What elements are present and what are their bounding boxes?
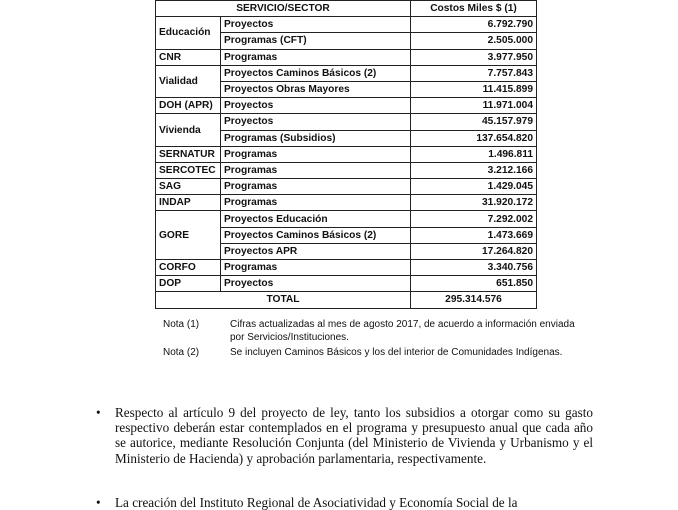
item-cell: Programas (CFT) <box>221 33 411 49</box>
item-cell: Proyectos <box>221 17 411 33</box>
table-row <box>156 49 537 65</box>
cost-cell: 3.340.756 <box>411 260 537 276</box>
cost-cell: 137.654.820 <box>411 130 537 146</box>
sector-cell: SERCOTEC <box>156 162 221 178</box>
item-cell: Programas <box>221 146 411 162</box>
note-1 <box>163 318 603 346</box>
item-cell: Proyectos <box>221 114 411 130</box>
cost-cell: 651.850 <box>411 276 537 292</box>
table-row <box>156 146 537 162</box>
cost-cell: 11.971.004 <box>411 98 537 114</box>
header-cost: Costos Miles $ (1) <box>411 1 537 17</box>
item-cell: Programas (Subsidios) <box>221 130 411 146</box>
table-row <box>156 17 537 33</box>
table-row <box>156 211 537 227</box>
table-row <box>156 260 537 276</box>
sector-cell: Vivienda <box>156 114 221 146</box>
table-body <box>156 17 537 308</box>
table-header-row <box>156 1 537 17</box>
table-row <box>156 276 537 292</box>
item-cell: Proyectos Caminos Básicos (2) <box>221 227 411 243</box>
sector-cell: DOH (APR) <box>156 98 221 114</box>
sector-cell: CORFO <box>156 260 221 276</box>
sector-cell: SERNATUR <box>156 146 221 162</box>
table-row <box>156 98 537 114</box>
cost-cell: 1.473.669 <box>411 227 537 243</box>
cost-cell: 6.792.790 <box>411 17 537 33</box>
sector-cell: SAG <box>156 179 221 195</box>
cost-cell: 1.496.811 <box>411 146 537 162</box>
sector-cell: CNR <box>156 49 221 65</box>
item-cell: Proyectos Caminos Básicos (2) <box>221 65 411 81</box>
total-label: TOTAL <box>156 292 411 308</box>
note-text: Cifras actualizadas al mes de agosto 2017, de acuerdo a información enviada por Servicios/Instituciones. <box>230 319 575 343</box>
total-value: 295.314.576 <box>411 292 537 308</box>
bullet-list <box>96 405 596 509</box>
cost-cell: 1.429.045 <box>411 179 537 195</box>
bullet-icon: • <box>96 495 101 510</box>
item-cell: Proyectos <box>221 98 411 114</box>
bullet-text: La creación del Instituto Regional de Asociatividad y Economía Social de la <box>115 495 518 510</box>
cost-cell: 31.920.172 <box>411 195 537 211</box>
note-label: Nota (1) <box>163 319 200 330</box>
costs-table <box>155 0 537 309</box>
cost-cell: 7.757.843 <box>411 65 537 81</box>
sector-cell: INDAP <box>156 195 221 211</box>
bullet-icon: • <box>96 405 101 420</box>
item-cell: Proyectos <box>221 276 411 292</box>
table-row <box>156 65 537 81</box>
cost-cell: 17.264.820 <box>411 243 537 259</box>
cost-cell: 45.157.979 <box>411 114 537 130</box>
cost-cell: 7.292.002 <box>411 211 537 227</box>
total-row <box>156 292 537 308</box>
table-row <box>156 162 537 178</box>
item-cell: Proyectos APR <box>221 243 411 259</box>
cost-cell: 11.415.899 <box>411 81 537 97</box>
note-2 <box>163 346 603 374</box>
item-cell: Programas <box>221 179 411 195</box>
bullet-text: Respecto al artículo 9 del proyecto de ley, tanto los subsidios a otorgar como su gasto respectivo deberán estar contemplados en el programa y presupuesto anual que cada año se autorice, mediante Resolución Conjunta (del Ministerio de Vivienda y Urbanismo y el Ministerio de Hacienda) y aprobación parlamentaria, respectivamente. <box>115 405 593 466</box>
sector-cell: Educación <box>156 17 221 49</box>
item-cell: Programas <box>221 195 411 211</box>
sector-cell: DOP <box>156 276 221 292</box>
note-label: Nota (2) <box>163 347 200 358</box>
cost-cell: 2.505.000 <box>411 33 537 49</box>
item-cell: Programas <box>221 49 411 65</box>
sector-cell: GORE <box>156 211 221 260</box>
table-row <box>156 179 537 195</box>
note-text: Se incluyen Caminos Básicos y los del interior de Comunidades Indígenas. <box>230 347 563 358</box>
notes <box>163 318 603 378</box>
cost-cell: 3.212.166 <box>411 162 537 178</box>
item-cell: Proyectos Educación <box>221 211 411 227</box>
table-row <box>156 195 537 211</box>
item-cell: Proyectos Obras Mayores <box>221 81 411 97</box>
cost-cell: 3.977.950 <box>411 49 537 65</box>
table-row <box>156 114 537 130</box>
item-cell: Programas <box>221 260 411 276</box>
item-cell: Programas <box>221 162 411 178</box>
header-sector: SERVICIO/SECTOR <box>156 1 411 17</box>
sector-cell: Vialidad <box>156 65 221 97</box>
